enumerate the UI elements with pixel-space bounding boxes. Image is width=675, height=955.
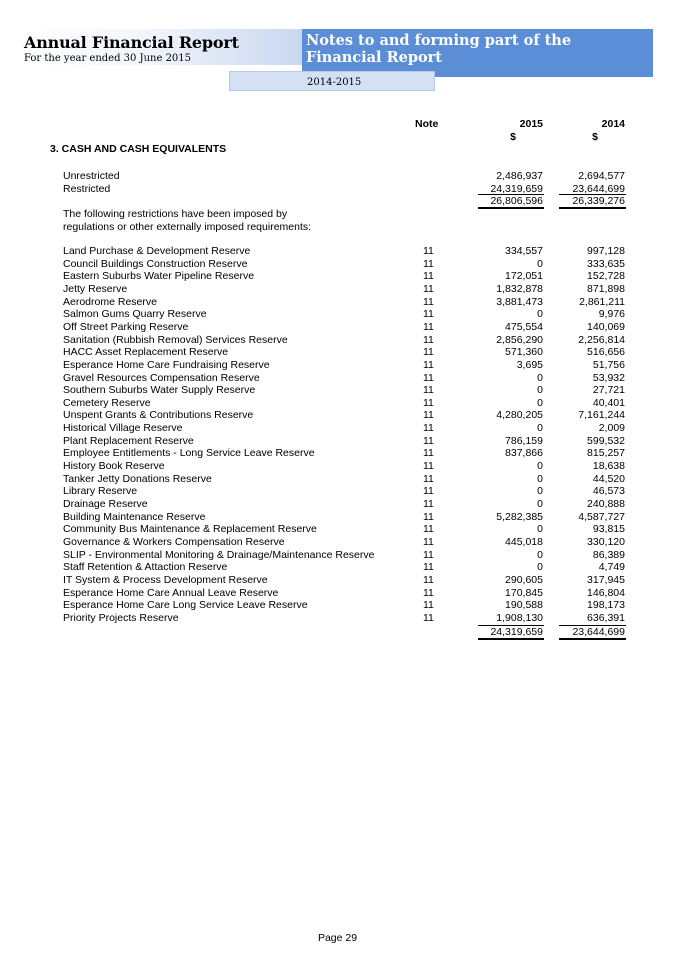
reserve-value-2015: 1,908,130 — [496, 611, 543, 624]
restriction-text-line-2: regulations or other externally imposed requirements: — [63, 221, 312, 233]
reserve-label: Off Street Parking Reserve — [63, 320, 189, 333]
reserve-note: 11 — [423, 371, 434, 384]
report-title: Annual Financial Report — [24, 33, 239, 52]
reserves-total-2014: 23,644,699 — [572, 626, 625, 638]
reserve-value-2014: 18,638 — [592, 460, 625, 473]
reserve-label: Salmon Gums Quarry Reserve — [63, 308, 207, 321]
reserve-value-2014: 317,945 — [587, 573, 625, 586]
reserve-note: 11 — [423, 308, 434, 321]
reserve-label: Sanitation (Rubbish Removal) Services Reserve — [63, 333, 288, 346]
reserve-label: Tanker Jetty Donations Reserve — [63, 472, 212, 485]
reserve-label: Library Reserve — [63, 485, 138, 498]
reserve-value-2014: 815,257 — [587, 447, 625, 460]
reserve-note: 11 — [423, 295, 434, 308]
reserve-label: SLIP - Environmental Monitoring & Drainage/Maintenance Reserve — [63, 548, 375, 561]
reserve-note: 11 — [423, 523, 434, 536]
reserve-value-2015: 0 — [537, 523, 543, 536]
note-section-title: 3. CASH AND CASH EQUIVALENTS — [50, 143, 227, 155]
reserve-value-2014: 27,721 — [592, 384, 625, 397]
reserve-note: 11 — [423, 396, 434, 409]
reserve-value-2015: 190,588 — [505, 599, 543, 612]
summary-row-2014: 2,694,577 — [578, 170, 625, 182]
reserve-note: 11 — [423, 599, 434, 612]
reserve-note: 11 — [423, 320, 434, 333]
reserve-value-2015: 0 — [537, 485, 543, 498]
unit-2014-header: $ — [592, 131, 598, 143]
reserve-label: Eastern Suburbs Water Pipeline Reserve — [63, 270, 255, 283]
reserve-value-2015: 0 — [537, 548, 543, 561]
reserve-value-2014: 4,749 — [598, 561, 625, 574]
reserve-label: Plant Replacement Reserve — [63, 434, 194, 447]
reserve-value-2014: 2,861,211 — [579, 295, 625, 308]
reserve-label: Jetty Reserve — [63, 282, 128, 295]
reserve-value-2015: 170,845 — [505, 586, 543, 599]
reserve-label: Staff Retention & Attaction Reserve — [63, 561, 228, 574]
reserve-value-2014: 198,173 — [587, 599, 625, 612]
reserve-value-2015: 0 — [537, 396, 543, 409]
page-number: Page 29 — [317, 932, 358, 944]
reserve-value-2015: 4,280,205 — [496, 409, 543, 422]
reserve-note: 11 — [423, 384, 434, 397]
reserve-value-2015: 0 — [537, 472, 543, 485]
year-tab: 2014-2015 — [229, 71, 435, 91]
reserve-value-2015: 475,554 — [505, 320, 543, 333]
reserve-note: 11 — [423, 510, 434, 523]
reserve-value-2015: 0 — [537, 460, 543, 473]
summary-double-rule-2014 — [559, 207, 626, 209]
reserve-note: 11 — [423, 460, 434, 473]
reserve-label: Southern Suburbs Water Supply Reserve — [63, 384, 256, 397]
reserve-label: Cemetery Reserve — [63, 396, 151, 409]
reserve-value-2014: 871,898 — [587, 282, 625, 295]
reserve-value-2015: 3,881,473 — [496, 295, 543, 308]
reserve-note: 11 — [423, 535, 434, 548]
reserve-label: Esperance Home Care Fundraising Reserve — [63, 358, 270, 371]
summary-row-2014: 23,644,699 — [572, 182, 625, 195]
reserve-label: Land Purchase & Development Reserve — [63, 245, 251, 257]
reserve-value-2015: 5,282,385 — [496, 510, 543, 523]
reserve-value-2014: 516,656 — [587, 346, 625, 359]
reserve-value-2014: 140,069 — [587, 320, 625, 333]
reserve-label: Community Bus Maintenance & Replacement Reserve — [63, 523, 317, 536]
reserve-note: 11 — [423, 611, 434, 624]
reserve-value-2014: 44,520 — [592, 472, 625, 485]
reserve-value-2015: 0 — [537, 498, 543, 510]
reserve-value-2015: 0 — [537, 308, 543, 321]
reserve-value-2015: 0 — [537, 422, 543, 435]
reserve-label: Building Maintenance Reserve — [63, 510, 206, 523]
reserve-label: HACC Asset Replacement Reserve — [63, 346, 229, 359]
reserve-value-2014: 152,728 — [587, 270, 625, 283]
reserve-label: History Book Reserve — [63, 460, 165, 473]
reserve-value-2015: 571,360 — [505, 346, 543, 359]
reserve-note: 11 — [423, 498, 434, 510]
reserve-note: 11 — [423, 586, 434, 599]
year-2014-header: 2014 — [601, 118, 625, 130]
summary-total-2014: 26,339,276 — [572, 195, 625, 207]
reserve-note: 11 — [423, 561, 434, 574]
reserve-value-2014: 599,532 — [587, 434, 625, 447]
reserve-note: 11 — [423, 333, 434, 346]
reserve-note: 11 — [423, 447, 434, 460]
reserve-note: 11 — [423, 434, 434, 447]
reserve-note: 11 — [423, 245, 434, 257]
reserve-label: IT System & Process Development Reserve — [63, 573, 268, 586]
reserve-value-2014: 997,128 — [587, 245, 625, 257]
reserve-note: 11 — [423, 358, 434, 371]
reserve-value-2014: 40,401 — [592, 396, 625, 409]
reserve-value-2014: 46,573 — [592, 485, 625, 498]
reserve-value-2014: 636,391 — [587, 611, 625, 624]
reserve-value-2014: 146,804 — [587, 586, 625, 599]
reserve-note: 11 — [423, 422, 434, 435]
summary-total-2015: 26,806,596 — [490, 195, 543, 207]
reserves-double-rule-2014 — [559, 638, 626, 640]
note-column-header: Note — [415, 118, 439, 130]
summary-row-2015: 2,486,937 — [496, 170, 543, 182]
reserve-label: Governance & Workers Compensation Reserve — [63, 535, 285, 548]
reserve-value-2014: 7,161,244 — [578, 409, 625, 422]
reserve-value-2014: 51,756 — [592, 358, 625, 371]
reserve-value-2015: 837,866 — [505, 447, 543, 460]
reserve-label: Historical Village Reserve — [63, 422, 183, 435]
reserve-value-2015: 445,018 — [505, 535, 543, 548]
reserve-value-2015: 0 — [537, 561, 543, 574]
reserve-note: 11 — [423, 472, 434, 485]
reserve-value-2014: 4,587,727 — [578, 510, 625, 523]
reserves-total-2015: 24,319,659 — [490, 626, 543, 638]
unit-2015-header: $ — [510, 131, 516, 143]
restriction-text-line-1: The following restrictions have been imposed by — [63, 208, 288, 220]
reserve-note: 11 — [423, 257, 434, 270]
reserve-note: 11 — [423, 282, 434, 295]
reserve-label: Priority Projects Reserve — [63, 611, 179, 624]
reserve-value-2014: 330,120 — [587, 535, 625, 548]
reserve-label: Employee Entitlements - Long Service Leave Reserve — [63, 447, 315, 460]
reserve-note: 11 — [423, 485, 434, 498]
reserve-note: 11 — [423, 548, 434, 561]
reserve-value-2015: 786,159 — [505, 434, 543, 447]
reserve-value-2015: 172,051 — [505, 270, 543, 283]
reserve-value-2014: 240,888 — [587, 498, 625, 510]
reserves-double-rule-2015 — [478, 638, 544, 640]
reserve-label: Esperance Home Care Long Service Leave Reserve — [63, 599, 308, 612]
summary-row-label: Unrestricted — [63, 170, 120, 182]
reserve-note: 11 — [423, 270, 434, 283]
summary-row-2015: 24,319,659 — [490, 182, 543, 195]
reserve-label: Council Buildings Construction Reserve — [63, 257, 248, 270]
reserve-value-2015: 2,856,290 — [496, 333, 543, 346]
summary-row-label: Restricted — [63, 182, 111, 195]
reserve-value-2015: 3,695 — [516, 358, 543, 371]
year-2015-header: 2015 — [519, 118, 543, 130]
reserve-label: Esperance Home Care Annual Leave Reserve — [63, 586, 279, 599]
section-heading: Notes to and forming part of the Financial Report — [306, 32, 572, 66]
reserve-value-2014: 53,932 — [592, 371, 625, 384]
reserve-value-2015: 0 — [537, 257, 543, 270]
reserve-value-2014: 86,389 — [592, 548, 625, 561]
reserve-value-2015: 0 — [537, 384, 543, 397]
reserve-note: 11 — [423, 346, 434, 359]
reserve-note: 11 — [423, 573, 434, 586]
reserve-label: Unspent Grants & Contributions Reserve — [63, 409, 254, 422]
reserve-value-2014: 93,815 — [592, 523, 625, 536]
reserve-value-2015: 1,832,878 — [496, 282, 543, 295]
reserve-value-2014: 2,256,814 — [578, 333, 625, 346]
reserve-note: 11 — [423, 409, 434, 422]
reserve-label: Aerodrome Reserve — [63, 295, 157, 308]
reserve-label: Drainage Reserve — [63, 498, 148, 510]
reserve-value-2015: 290,605 — [505, 573, 543, 586]
reserve-value-2014: 333,635 — [587, 257, 625, 270]
reserve-label: Gravel Resources Compensation Reserve — [63, 371, 260, 384]
reserve-value-2015: 0 — [537, 371, 543, 384]
report-subtitle: For the year ended 30 June 2015 — [24, 53, 192, 64]
reserve-value-2014: 2,009 — [598, 422, 625, 435]
summary-double-rule-2015 — [478, 207, 544, 209]
reserve-value-2015: 334,557 — [505, 245, 543, 257]
reserve-value-2014: 9,976 — [598, 308, 625, 321]
